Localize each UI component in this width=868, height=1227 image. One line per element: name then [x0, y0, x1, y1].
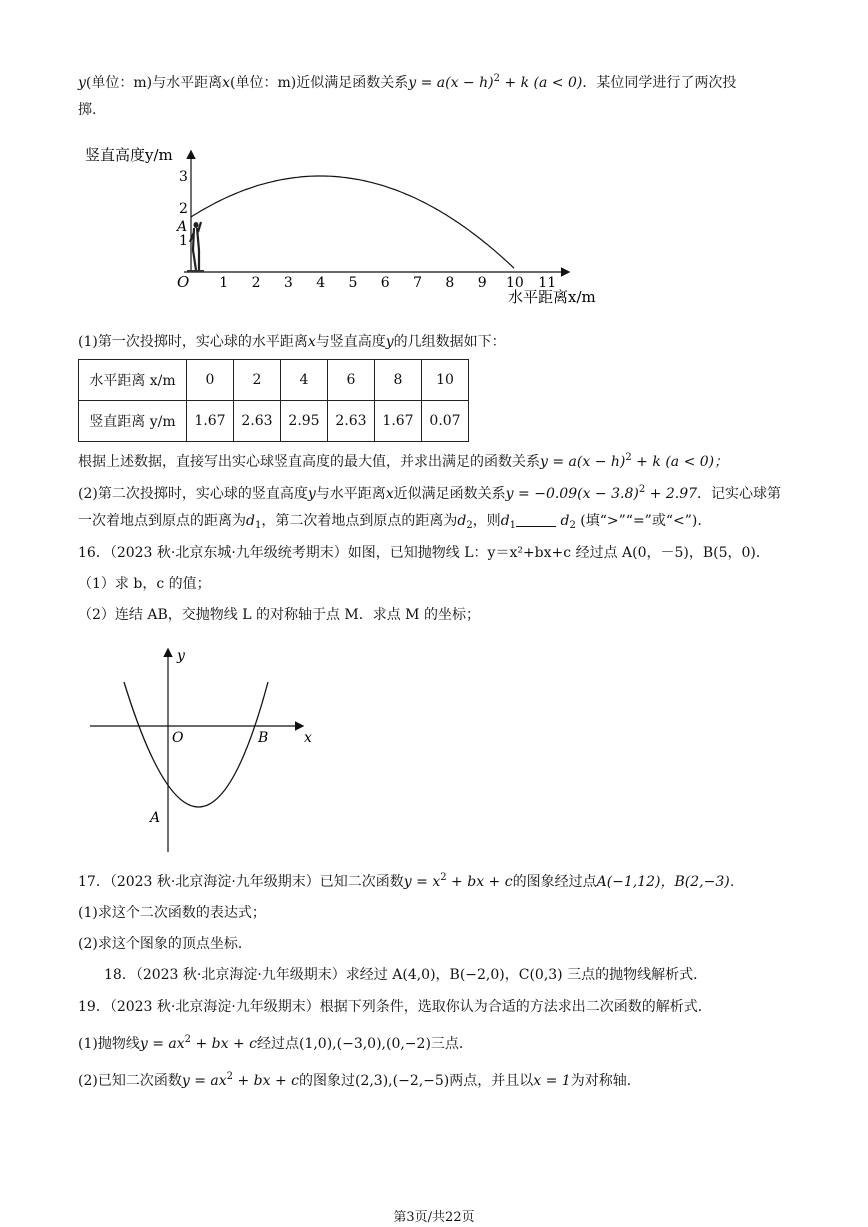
q15-part1-a: (1)第一次投掷时，实心球的水平距离 [78, 334, 308, 350]
q18-text: 18．（2023 秋·北京海淀·九年级期末）求经过 A(4,0)，B(−2,0)，C(0,3) 三点的抛物线解析式． [104, 967, 708, 983]
fig1-x-tick-label: 4 [316, 275, 326, 291]
q16-stem: 16．（2023 秋·北京东城·九年级统考期末）如图，已知抛物线 L：y＝x²+bx+c 经过点 A(0，－5)，B(5，0)． [78, 545, 770, 561]
q19-p2-exp: 2 [226, 1071, 234, 1082]
intro-formula-exp: 2 [493, 73, 500, 84]
fig1-x-tick-label: 7 [413, 275, 423, 291]
intro-line-2: 掷. [78, 102, 97, 118]
q15-part2-exp: 2 [638, 484, 646, 495]
q19-p1-formula: y = ax [139, 1036, 185, 1052]
q15-part1 [78, 331, 506, 353]
q17-stem [78, 867, 744, 893]
table-cell: 1.67 [375, 401, 422, 442]
q15-part2-d: ．记实心球第 [697, 486, 782, 502]
q15-part2-b: 与水平距离 [315, 486, 386, 502]
q15-part1-b: 与竖直高度 [315, 334, 386, 350]
q15-part2-c: 近似满足函数关系 [393, 486, 506, 502]
q17-part2: (2)求这个图象的顶点坐标． [78, 936, 252, 952]
q15-part2-l2-b: ，第二次着地点到原点的距离为 [261, 513, 458, 529]
q17-stem-b: 的图象经过点 [512, 874, 597, 890]
q15-part2-a: (2)第二次投掷时，实心球的竖直高度 [78, 486, 308, 502]
q19-p1-formula-end: + bx + c [191, 1036, 257, 1052]
q15-after-exp: 2 [625, 452, 632, 463]
q19-p2-b: 的图象过(2,3),(−2,−5)两点，并且以 [298, 1073, 534, 1089]
table-cell: 6 [328, 360, 375, 401]
d-symbol: d [246, 513, 255, 529]
q19-p2-axis: x = 1 [533, 1073, 571, 1089]
q15-after-text: 根据上述数据，直接写出实心球竖直高度的最大值，并求出满足的函数关系 [78, 454, 540, 470]
table-row [79, 360, 469, 401]
table-cell: 0 [187, 360, 234, 401]
fig2-point-a: A [150, 810, 161, 826]
q15-part2-l2-c: ，则 [472, 513, 501, 529]
q15-after-formula: y = a(x − h) [540, 454, 626, 470]
fig1-x-tick-label: 8 [445, 275, 455, 291]
intro-formula: y = a(x − h) [408, 75, 494, 91]
trajectory-curve [191, 176, 514, 268]
table-cell: 2.63 [234, 401, 281, 442]
table-cell: 2 [234, 360, 281, 401]
q16-part1: （1）求 b，c 的值； [78, 576, 211, 592]
table-row-label: 竖直距离 y/m [79, 401, 187, 442]
d-symbol: d [560, 513, 570, 529]
fig1-x-tick-label: 1 [219, 275, 229, 291]
q19-part2 [78, 1066, 641, 1092]
intro-condition: (a < 0) [533, 75, 583, 91]
fig1-y-tick-label: 2 [179, 201, 188, 217]
intro-line-1 [78, 68, 736, 94]
q19-p2-a: (2)已知二次函数 [78, 1073, 182, 1089]
q15-part1-y: y [385, 334, 394, 350]
fig1-x-tick-label: 10 [506, 275, 524, 291]
q15-part2-formula-end: + 2.97 [645, 486, 698, 502]
q17-points: A(−1,12)，B(2,−3)． [596, 874, 744, 890]
q15-part1-c: 的几组数据如下： [393, 334, 506, 350]
intro-text-b: (单位：m)近似满足函数关系 [230, 75, 409, 91]
table-cell: 10 [422, 360, 469, 401]
q15-part2-formula: y = −0.09(x − 3.8) [505, 486, 639, 502]
q19-p1-b: 经过点(1,0),(−3,0),(0,−2)三点． [256, 1036, 473, 1052]
q19-p2-formula: y = ax [181, 1073, 227, 1089]
q15-part1-x: x [307, 334, 316, 350]
q15-part2-l2-d: (填“>”“=”或“<”). [580, 513, 702, 529]
d-symbol: d [500, 513, 510, 529]
fig1-x-tick-label: 9 [477, 275, 487, 291]
q15-after-cond: (a < 0)； [665, 454, 729, 470]
intro-x: x [222, 75, 231, 91]
table-row-label: 水平距离 x/m [79, 360, 187, 401]
d2-subscript: 2 [466, 520, 473, 531]
fig1-x-tick-label: 2 [251, 275, 261, 291]
d-symbol: d [457, 513, 467, 529]
q19-p1-a: (1)抛物线 [78, 1036, 140, 1052]
fig1-y-tick-label: 3 [179, 169, 188, 185]
table-cell: 2.63 [328, 401, 375, 442]
q19-p1-exp: 2 [184, 1034, 192, 1045]
trajectory-figure [80, 138, 620, 310]
intro-text-c: ．某位同学进行了两次投 [582, 75, 737, 91]
q15-after-formula-end: + k [631, 454, 661, 470]
answer-blank[interactable] [516, 512, 556, 527]
q17-formula-exp: 2 [440, 872, 447, 883]
table-cell: 2.95 [281, 401, 328, 442]
thrower-figure [187, 222, 204, 271]
q19-part1 [78, 1029, 473, 1055]
fig1-x-tick-label: 11 [538, 275, 557, 291]
fig2-origin: O [172, 730, 184, 746]
table-cell: 8 [375, 360, 422, 401]
fig1-x-tick-label: 6 [380, 275, 390, 291]
page-footer: 第3页/共22页 [393, 1210, 475, 1225]
table-cell: 1.67 [187, 401, 234, 442]
q19-p2-c: 为对称轴． [570, 1073, 641, 1089]
fig1-ylabel: 竖直高度y/m [85, 146, 173, 164]
table-row [79, 401, 469, 442]
data-table [78, 359, 469, 442]
q15-part2-line2 [78, 510, 702, 537]
fig2-x-label: x [304, 730, 312, 746]
d1-subscript: 1 [254, 520, 262, 531]
fig1-x-tick-label: 5 [348, 275, 358, 291]
intro-y: y [78, 75, 86, 91]
parabola-curve [124, 682, 268, 807]
table-cell: 0.07 [422, 401, 469, 442]
q17-stem-a: 17．（2023 秋·北京海淀·九年级期末）已知二次函数 [78, 874, 404, 890]
fig1-xlabel: 水平距离x/m [508, 288, 596, 306]
q17-formula: y = x [403, 874, 441, 890]
q19-p2-formula-end: + bx + c [233, 1073, 299, 1089]
fig1-y-tick-label: 1 [179, 233, 188, 249]
fig2-y-label: y [177, 648, 185, 664]
q16-part2: （2）连结 AB，交抛物线 L 的对称轴于点 M．求点 M 的坐标； [78, 607, 480, 623]
q15-after-table [78, 447, 728, 473]
d1-subscript: 1 [509, 520, 517, 531]
q15-part2-x: x [385, 486, 394, 502]
q15-part2-y: y [307, 486, 316, 502]
fig1-x-tick-label: 3 [283, 275, 293, 291]
q17-part1: (1)求这个二次函数的表达式； [78, 905, 266, 921]
fig1-origin: O [177, 273, 190, 291]
intro-formula-end: + k [499, 75, 530, 91]
q15-part2-l2-a: 一次着地点到原点的距离为 [78, 513, 246, 529]
parabola-figure [86, 642, 326, 854]
fig2-point-b: B [258, 730, 269, 746]
q17-formula-end: + bx + c [446, 874, 513, 890]
table-cell: 4 [281, 360, 328, 401]
d2-subscript: 2 [569, 520, 576, 531]
q15-part2-line1 [78, 479, 781, 505]
intro-text-a: (单位：m)与水平距离 [85, 75, 223, 91]
q19-stem: 19．（2023 秋·北京海淀·九年级期末）根据下列条件，选取你认为合适的方法求出二次函数的解析式． [78, 999, 712, 1015]
fig1-point-a: A [177, 219, 188, 235]
